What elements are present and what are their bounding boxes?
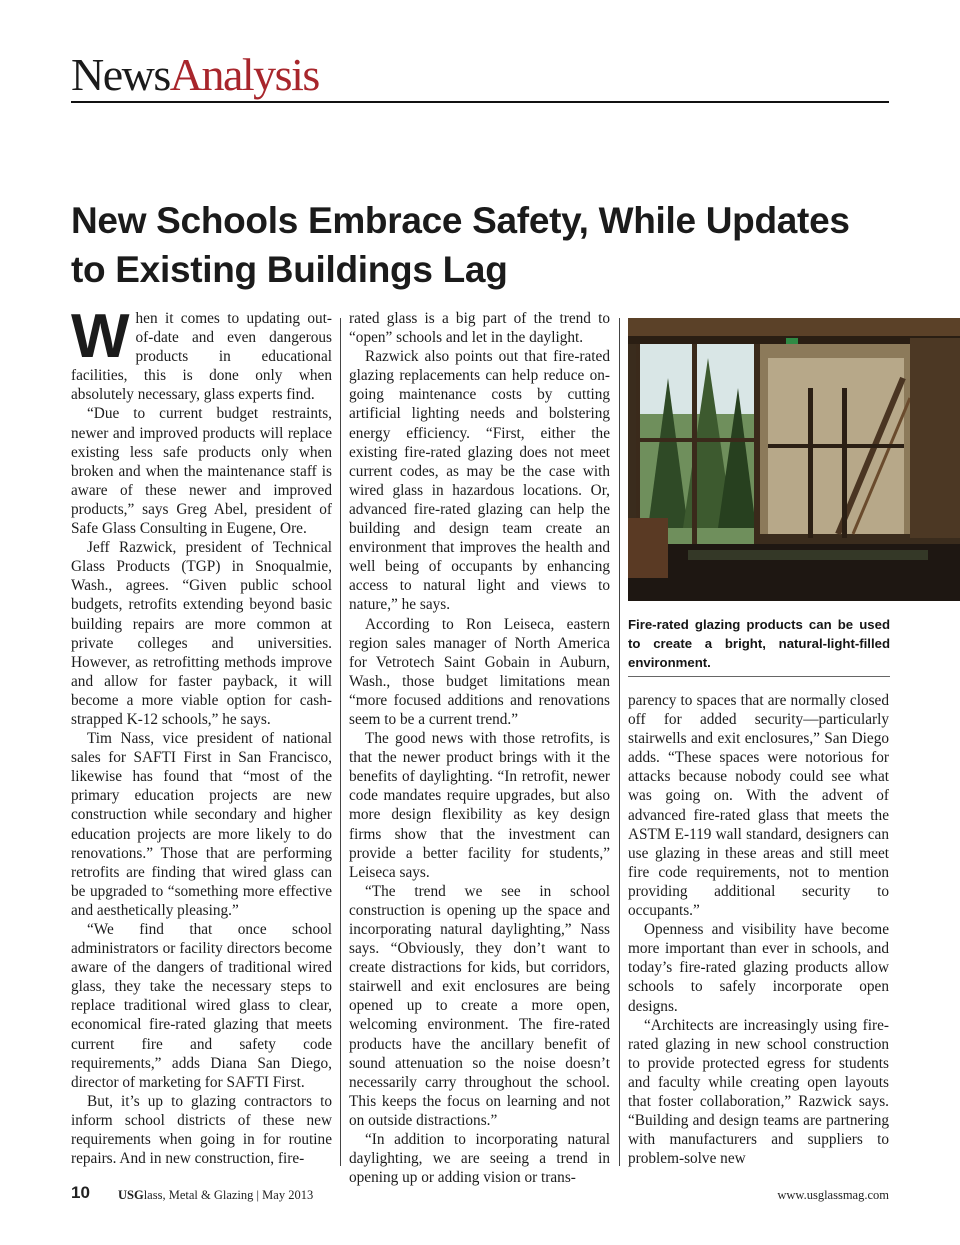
- article-paragraph: rated glass is a big part of the trend to “open” schools and let in the daylight.: [349, 310, 610, 347]
- article-headline: New Schools Embrace Safety, While Updates to Existing Buildings Lag: [71, 200, 850, 290]
- issue-date: May 2013: [262, 1188, 314, 1202]
- caption-rule: [628, 676, 890, 677]
- article-paragraph: When it comes to updating out-of-date and even dangerous products in educational facilities, this is done only when absolutely necessary, glass experts find.: [71, 302, 332, 404]
- article-paragraph: “We find that once school administrators or facility directors become aware of the dangers of traditional wired glass, they take the necessary steps to replace traditional wired glass to clear, economical fire-rated glazing that meets current fire and safety code requirements,” adds Diana San Diego, director of marketing for SAFTI First.: [71, 921, 332, 1091]
- column-divider: [340, 318, 341, 1166]
- article-paragraph: “Due to current budget restraints, newer and improved products will replace existing less safe products only when broken and when the maintenance staff is aware of these newer and improved products,” says Greg Abel, president of Safe Glass Consulting in Eugene, Ore.: [71, 405, 332, 538]
- article-column-1: [71, 302, 332, 1168]
- article-paragraph: The good news with those retrofits, is that the newer product brings with it the benefits of daylighting. “In retrofit, newer code mandates require upgrades, but also more design flexibility as key design firms show that the investment can provide a better facility for students,” Leiseca says.: [349, 730, 610, 881]
- article-paragraph: parency to spaces that are normally closed off for added security—particularly stairwells and exit enclosures,” San Diego adds. “These spaces were notorious for attacks because nobody could see what was going on. With the advent of advanced fire-rated glass that meets the ASTM E-119 wall standard, designers can use glazing in these areas and still meet fire code requirements, not to mention providing additional security to occupants.”: [628, 692, 889, 920]
- publication-line: [118, 1188, 313, 1203]
- article-column-3: [628, 691, 889, 1168]
- article-paragraph: “The trend we see in school construction is opening up the space and incorporating natural daylighting,” Nass says. “Obviously, they don’t want to create distractions for kids, but corridors, stairwell and exit enclosures are being opened up to create a more open, welcoming environment. The fire-rated products have the ancillary benefit of sound attenuation so the noise doesn’t necessarily carry throughout the school. This keeps the focus on learning and not on outside distractions.”: [349, 882, 610, 1129]
- article-paragraph: Razwick also points out that fire-rated glazing replacements can help reduce on-going maintenance costs by cutting artificial lighting needs and bolstering energy efficiency. “First, either the existing fire-rated glazing does not meet current codes, as may be the case with wired glass in hazardous locations. Or, advanced fire-rated glazing can help the building and design team create an environment that improves the health and well being of occupants by enhancing access to natural light and views to nature,” he says.: [349, 348, 610, 614]
- article-paragraph: Openness and visibility have become more important than ever in schools, and today’s fire-rated glazing products allow schools to safely incorporate open designs.: [628, 921, 889, 1015]
- article-paragraph: Tim Nass, vice president of national sales for SAFTI First in San Francisco, likewise has found that “most of the primary education projects are new construction while secondary and higher education projects are more likely to do renovations.” Those that are performing retrofits are finding that wired glass can be upgraded to “something more effective and aesthetically pleasing.”: [71, 730, 332, 919]
- website-link[interactable]: www.usglassmag.com: [777, 1188, 889, 1202]
- section-header-news: News: [71, 49, 170, 100]
- photo-illustration: [628, 318, 960, 601]
- article-paragraph: But, it’s up to glazing contractors to inform school districts of these new requirements when going in for routine repairs. And in new construction, fire-: [71, 1092, 332, 1168]
- drop-cap: W: [71, 302, 130, 371]
- publication-name-bold: USG: [118, 1188, 144, 1202]
- article-paragraph: According to Ron Leiseca, eastern region sales manager of North America for Vetrotech Saint Gobain in Auburn, Wash., those budget limitations mean “more focused additions and renovations seem to be a current trend.”: [349, 615, 610, 728]
- header-rule: [71, 101, 889, 103]
- column-divider: [619, 318, 620, 1166]
- article-paragraph: “In addition to incorporating natural daylighting, we are seeing a trend in opening up or adding vision or trans-: [349, 1131, 610, 1187]
- photo-caption: Fire-rated glazing products can be used to create a bright, natural-light-filled environment.: [628, 617, 890, 670]
- publication-name-rest: lass, Metal & Glazing: [143, 1188, 254, 1202]
- section-header: [71, 49, 319, 100]
- photo-credit: Photo: TGP: [933, 886, 945, 947]
- section-header-analysis: Analysis: [169, 49, 319, 100]
- page-number: 10: [71, 1183, 90, 1202]
- article-paragraph: Jeff Razwick, president of Technical Glass Products (TGP) in Snoqualmie, Wash., agrees. “Given public school budgets, retrofits extending beyond basic building repairs are more common at private colleges and universities. However, as retrofitting methods improve and allow for faster payback, it will become a more viable option for cash-strapped K-12 schools,” he says.: [71, 539, 332, 728]
- article-paragraph: “Architects are increasingly using fire-rated glazing in new school construction to provide protected egress for students and faculty while creating open layouts that foster collaboration,” Razwick says. “Building and design teams are partnering with manufacturers and suppliers to problem-solve new: [628, 1016, 889, 1168]
- footer-separator: |: [256, 1188, 260, 1202]
- article-column-2: [349, 309, 610, 1187]
